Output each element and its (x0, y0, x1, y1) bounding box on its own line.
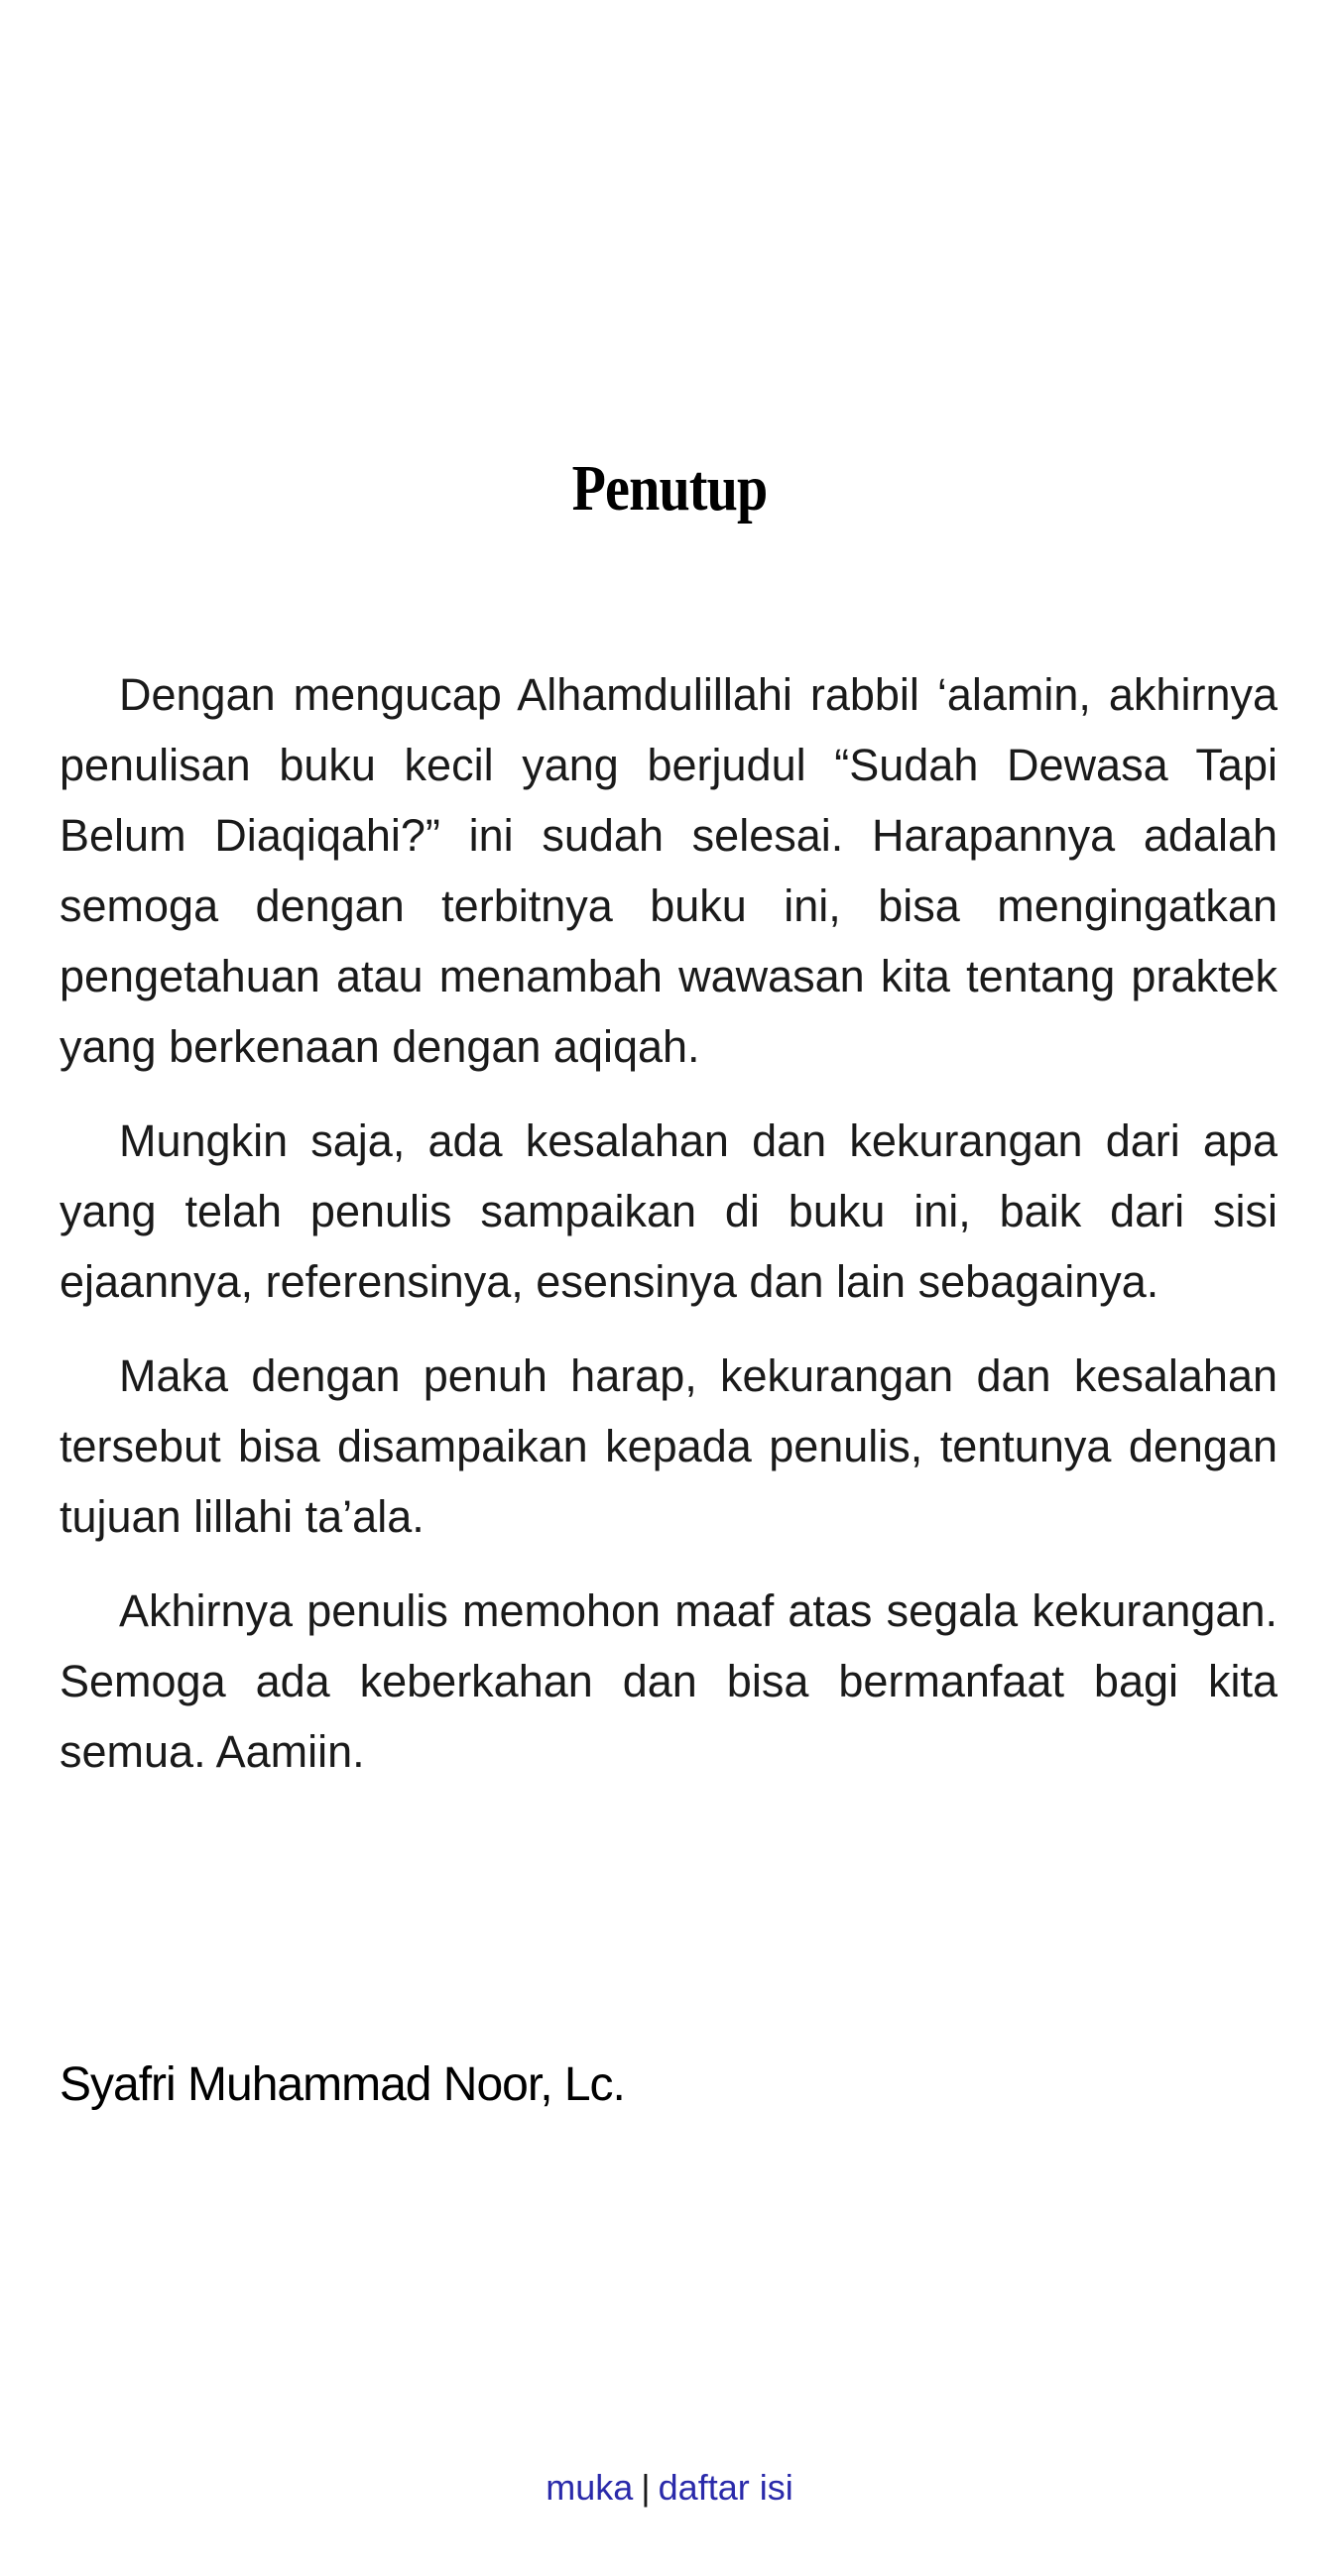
author-signature: Syafri Muhammad Noor, Lc. (60, 2058, 625, 2111)
table-of-contents-link[interactable]: daftar isi (658, 2467, 793, 2508)
paragraph-1: Dengan mengucap Alhamdulillahi rabbil ‘alamin, akhirnya penulisan buku kecil yang berjudul “Sudah Dewasa Tapi Belum Diaqiqahi?” ini sudah selesai. Harapannya adalah semoga dengan terbitnya buku ini, bisa mengingatkan pengetahuan atau menambah wawasan kita tentang praktek yang berkenaan dengan aqiqah. (60, 669, 1278, 1072)
footer-nav (0, 2467, 1339, 2509)
home-link[interactable]: muka (546, 2467, 634, 2508)
paragraph-2: Mungkin saja, ada kesalahan dan kekurangan dari apa yang telah penulis sampaikan di buku ini, baik dari sisi ejaannya, referensinya, esensinya dan lain sebagainya. (60, 1115, 1278, 1307)
paragraph-4: Akhirnya penulis memohon maaf atas segala kekurangan. Semoga ada keberkahan dan bisa bermanfaat bagi kita semua. Aamiin. (60, 1585, 1278, 1777)
page-title: Penutup (571, 452, 768, 525)
paragraph-3: Maka dengan penuh harap, kekurangan dan kesalahan tersebut bisa disampaikan kepada penulis, tentunya dengan tujuan lillahi ta’ala. (60, 1350, 1278, 1542)
footer-separator: | (641, 2467, 651, 2508)
body-text (60, 659, 1278, 1811)
